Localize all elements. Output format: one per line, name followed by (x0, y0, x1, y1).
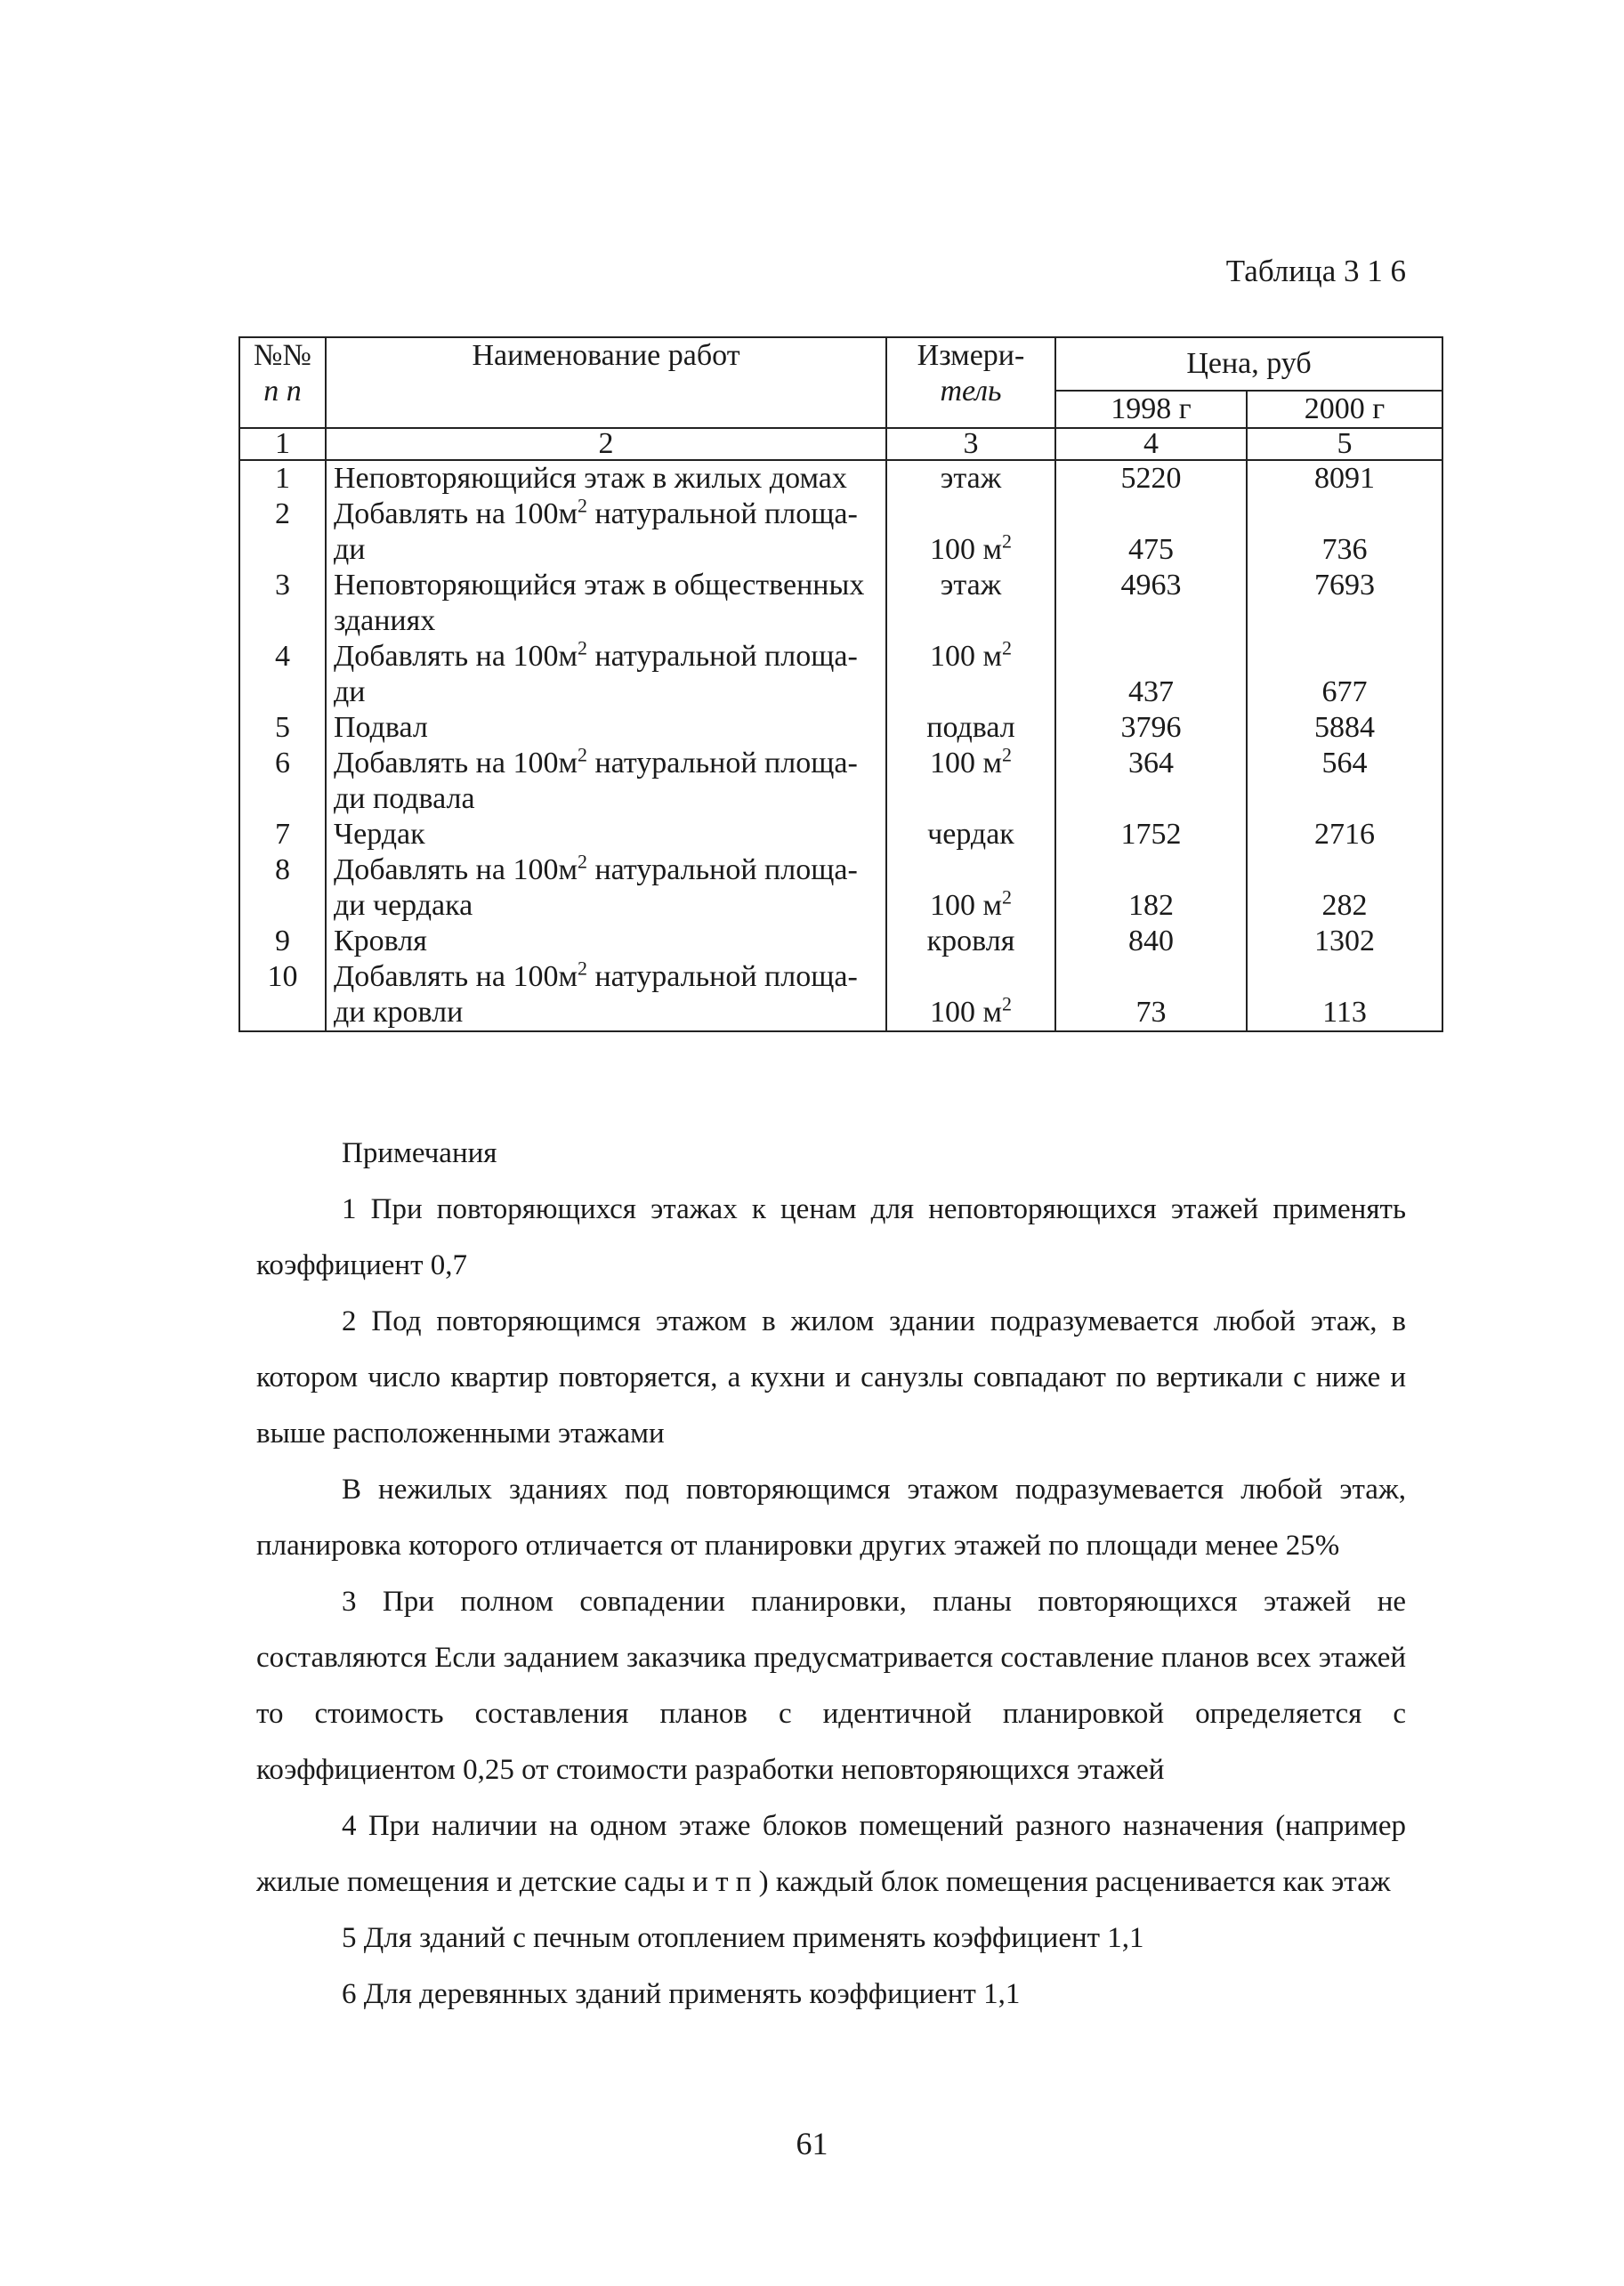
notes-section (256, 1126, 1406, 2023)
price-1998: 840 (1055, 924, 1247, 959)
notes-title: Примечания (342, 1137, 497, 1169)
table-row (239, 568, 1442, 639)
note-item: 4 При наличии на одном этаже блоков помещений разного назначения (например жилые помещения и детские сады и т п ) каждый блок помещения расценивается как этаж (256, 1810, 1406, 1898)
work-name: Добавлять на $100м^2$ натуральной площа- ди подвала (326, 746, 886, 817)
price-2000: 677 (1247, 639, 1442, 710)
row-number: 3 (239, 568, 326, 639)
note-item: 6 Для деревянных зданий применять коэффициент 1,1 (342, 1978, 1021, 2010)
table-row (239, 710, 1442, 746)
table-row (239, 497, 1442, 568)
price-1998: 3796 (1055, 710, 1247, 746)
note-item: 1 При повторяющихся этажах к ценам для неповторяющихся этажей применять коэффициент 0,7 (256, 1193, 1406, 1281)
header-year-2000: 2000 г (1247, 391, 1442, 428)
unit: 100 $м^2$ (886, 639, 1055, 710)
table-row (239, 460, 1442, 497)
table-row (239, 924, 1442, 959)
table-caption: Таблица 3 1 6 (1225, 254, 1406, 288)
price-1998: 5220 (1055, 460, 1247, 497)
price-1998: 475 (1055, 497, 1247, 568)
row-number: 9 (239, 924, 326, 959)
header-num: №№ п п (239, 337, 326, 428)
work-name: Чердак (326, 817, 886, 852)
price-2000: 1302 (1247, 924, 1442, 959)
work-name: Подвал (326, 710, 886, 746)
note-item: 2 Под повторяющимся этажом в жилом здании подразумевается любой этаж, в котором число квартир повторяется, а кухни и санузлы совпадают по вертикали с ниже и выше расположенными этажами (256, 1305, 1406, 1450)
price-1998: 182 (1055, 852, 1247, 924)
table-row (239, 746, 1442, 817)
row-number: 4 (239, 639, 326, 710)
table-row (239, 817, 1442, 852)
work-name: Добавлять на $100м^2$ натуральной площа- ди кровли (326, 959, 886, 1031)
work-name: Добавлять на $100м^2$ натуральной площа- ди (326, 639, 886, 710)
column-number: 5 (1247, 428, 1442, 460)
price-2000: 5884 (1247, 710, 1442, 746)
row-number: 1 (239, 460, 326, 497)
price-2000: 113 (1247, 959, 1442, 1031)
price-2000: 564 (1247, 746, 1442, 817)
unit: 100 $м^2$ (886, 497, 1055, 568)
work-name: Добавлять на $100м^2$ натуральной площа- ди чердака (326, 852, 886, 924)
table-row (239, 852, 1442, 924)
table-row (239, 959, 1442, 1031)
row-number: 6 (239, 746, 326, 817)
header-year-1998: 1998 г (1055, 391, 1247, 428)
header-price: Цена, руб (1055, 337, 1442, 391)
column-number-row (239, 428, 1442, 460)
price-2000: 736 (1247, 497, 1442, 568)
price-2000: 2716 (1247, 817, 1442, 852)
column-number: 2 (326, 428, 886, 460)
row-number: 10 (239, 959, 326, 1031)
work-name: Кровля (326, 924, 886, 959)
unit: 100 $м^2$ (886, 746, 1055, 817)
price-1998: 364 (1055, 746, 1247, 817)
row-number: 5 (239, 710, 326, 746)
unit: этаж (886, 568, 1055, 639)
price-1998: 73 (1055, 959, 1247, 1031)
header-name: Наименование работ (326, 337, 886, 428)
price-2000: 7693 (1247, 568, 1442, 639)
unit: кровля (886, 924, 1055, 959)
price-1998: 1752 (1055, 817, 1247, 852)
note-item: 5 Для зданий с печным отоплением применять коэффициент 1,1 (342, 1922, 1144, 1954)
unit: чердак (886, 817, 1055, 852)
header-unit: Измери- тель (886, 337, 1055, 428)
unit: 100 $м^2$ (886, 959, 1055, 1031)
work-name: Неповторяющийся этаж в общественных зданиях (326, 568, 886, 639)
price-1998: 437 (1055, 639, 1247, 710)
note-item: В нежилых зданиях под повторяющимся этажом подразумевается любой этаж, планировка которого отличается от планировки других этажей по площади менее 25% (256, 1474, 1406, 1562)
header-row-1 (239, 337, 1442, 391)
column-number: 4 (1055, 428, 1247, 460)
price-2000: 282 (1247, 852, 1442, 924)
note-item: 3 При полном совпадении планировки, планы повторяющихся этажей не составляются Если заданием заказчика предусматривается составление планов всех этажей то стоимость составления планов с идентичной планировкой определяется с коэффициентом 0,25 от стоимости разработки неповторяющихся этажей (256, 1586, 1406, 1786)
row-number: 2 (239, 497, 326, 568)
price-2000: 8091 (1247, 460, 1442, 497)
column-number: 1 (239, 428, 326, 460)
table-row (239, 639, 1442, 710)
row-number: 7 (239, 817, 326, 852)
work-name: Неповторяющийся этаж в жилых домах (326, 460, 886, 497)
unit: этаж (886, 460, 1055, 497)
column-number: 3 (886, 428, 1055, 460)
price-1998: 4963 (1055, 568, 1247, 639)
page-number: 61 (796, 2126, 828, 2161)
price-table (238, 336, 1443, 1032)
unit: подвал (886, 710, 1055, 746)
row-number: 8 (239, 852, 326, 924)
work-name: Добавлять на $100м^2$ натуральной площа- ди (326, 497, 886, 568)
unit: 100 $м^2$ (886, 852, 1055, 924)
